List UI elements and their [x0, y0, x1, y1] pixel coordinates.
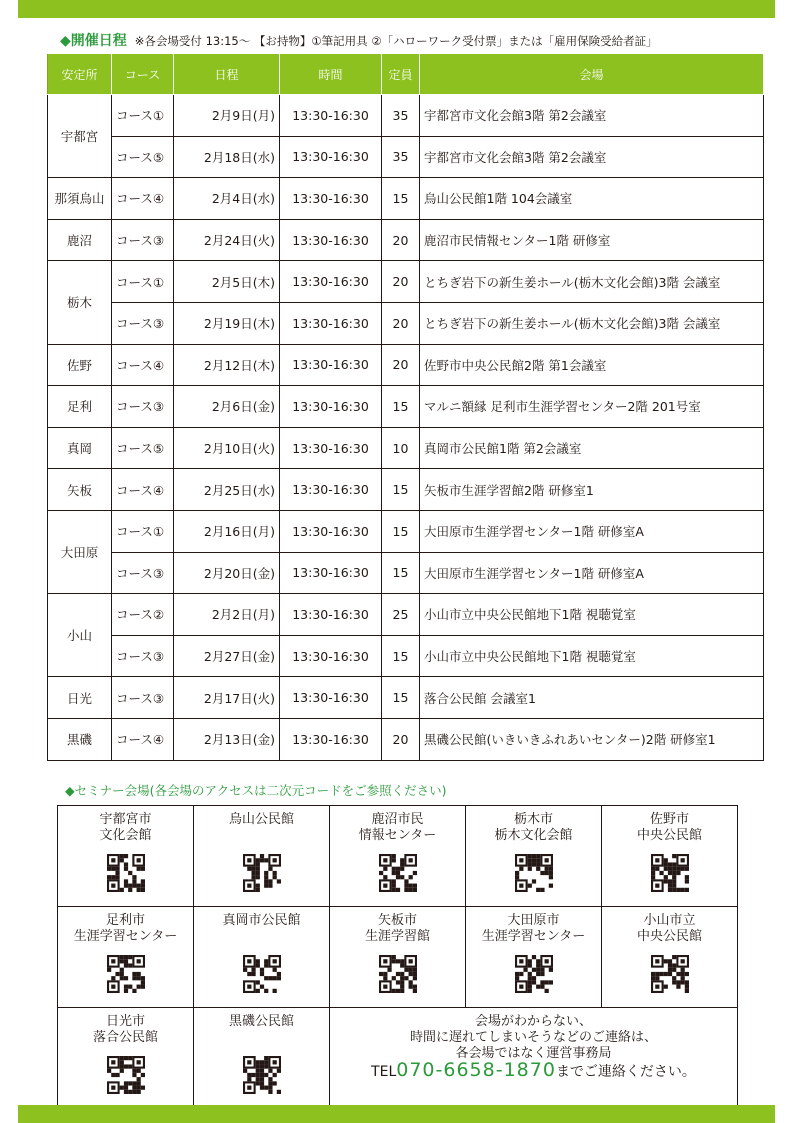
venue-row — [58, 907, 738, 1008]
office-cell: 大田原 — [48, 510, 112, 593]
venue-name-line2: 栃木文化会館 — [494, 828, 573, 843]
table-row — [48, 718, 764, 760]
course-cell: コース④ — [112, 469, 174, 511]
course-cell: コース⑤ — [112, 136, 174, 178]
office-cell: 真岡 — [48, 427, 112, 469]
time-cell: 13:30-16:30 — [280, 718, 382, 760]
date-cell: 2月5日(木) — [174, 261, 280, 303]
date-cell: 2月6日(金) — [174, 386, 280, 428]
qr-code-icon[interactable] — [196, 955, 327, 993]
venue-cell — [466, 907, 602, 1008]
contact-line2: 時間に遅れてしまいそうなどのご連絡は、 — [409, 1030, 657, 1045]
date-cell: 2月24日(火) — [174, 219, 280, 261]
venue-name-line1: 鹿沼市民 — [371, 812, 424, 827]
time-cell: 13:30-16:30 — [280, 302, 382, 344]
time-cell: 13:30-16:30 — [280, 677, 382, 719]
venue-name-line2: 情報センター — [358, 828, 437, 843]
venue-cell: マルニ額縁 足利市生涯学習センター2階 201号室 — [420, 386, 764, 428]
course-cell: コース⑤ — [112, 427, 174, 469]
date-cell: 2月10日(火) — [174, 427, 280, 469]
contact-line3: 各会場ではなく運営事務局 — [455, 1046, 612, 1061]
venue-cell: 黒磯公民館(いきいきふれあいセンター)2階 研修室1 — [420, 718, 764, 760]
venue-cell — [602, 806, 738, 907]
qr-code-icon[interactable] — [196, 854, 327, 892]
office-cell: 栃木 — [48, 261, 112, 344]
time-cell: 13:30-16:30 — [280, 261, 382, 303]
course-cell: コース① — [112, 510, 174, 552]
schedule-note: ※各会場受付 13:15～ 【お持物】①筆記用具 ②「ハローワーク受付票」または「雇用保険受給者証」 — [134, 34, 658, 48]
contact-line1: 会場がわからない、 — [474, 1014, 592, 1029]
office-cell: 鹿沼 — [48, 219, 112, 261]
venue-row — [58, 1008, 738, 1109]
header-venue: 会場 — [420, 54, 764, 95]
venue-name-line1: 烏山公民館 — [228, 812, 294, 827]
schedule-header-row — [48, 54, 764, 95]
course-cell: コース③ — [112, 386, 174, 428]
venues-table — [57, 805, 738, 1109]
table-row — [48, 302, 764, 344]
qr-code-icon[interactable] — [60, 1056, 191, 1094]
tel-number[interactable]: 070-6658-1870 — [396, 1059, 556, 1081]
table-row — [48, 469, 764, 511]
venue-cell: 大田原市生涯学習センター1階 研修室A — [420, 552, 764, 594]
venue-cell — [58, 806, 194, 907]
qr-code-icon[interactable] — [332, 854, 463, 892]
venue-cell: 大田原市生涯学習センター1階 研修室A — [420, 510, 764, 552]
top-green-bar — [18, 0, 775, 18]
time-cell: 13:30-16:30 — [280, 136, 382, 178]
date-cell: 2月13日(金) — [174, 718, 280, 760]
table-row — [48, 178, 764, 220]
time-cell: 13:30-16:30 — [280, 635, 382, 677]
venue-cell — [330, 907, 466, 1008]
qr-code-icon[interactable] — [468, 955, 599, 993]
capacity-cell: 35 — [382, 136, 420, 178]
qr-code-icon[interactable] — [604, 955, 735, 993]
venue-cell — [58, 1008, 194, 1109]
capacity-cell: 15 — [382, 677, 420, 719]
office-cell: 佐野 — [48, 344, 112, 386]
time-cell: 13:30-16:30 — [280, 344, 382, 386]
capacity-cell: 15 — [382, 178, 420, 220]
table-row — [48, 594, 764, 636]
course-cell: コース③ — [112, 677, 174, 719]
date-cell: 2月16日(月) — [174, 510, 280, 552]
header-date: 日程 — [174, 54, 280, 95]
header-capacity: 定員 — [382, 54, 420, 95]
venue-cell: 宇都宮市文化会館3階 第2会議室 — [420, 136, 764, 178]
capacity-cell: 20 — [382, 261, 420, 303]
time-cell: 13:30-16:30 — [280, 594, 382, 636]
date-cell: 2月27日(金) — [174, 635, 280, 677]
capacity-cell: 20 — [382, 344, 420, 386]
capacity-cell: 15 — [382, 469, 420, 511]
venue-name-line1: 宇都宮市 — [99, 812, 152, 827]
office-cell: 日光 — [48, 677, 112, 719]
office-cell: 那須烏山 — [48, 178, 112, 220]
venue-name-line1: 日光市 — [105, 1014, 145, 1029]
course-cell: コース④ — [112, 178, 174, 220]
tel-suffix: までご連絡ください。 — [555, 1064, 696, 1080]
course-cell: コース③ — [112, 219, 174, 261]
qr-code-icon[interactable] — [60, 955, 191, 993]
venue-name-line1: 黒磯公民館 — [228, 1014, 294, 1029]
date-cell: 2月25日(水) — [174, 469, 280, 511]
venue-name-line2 — [196, 828, 327, 844]
venue-cell — [58, 907, 194, 1008]
course-cell: コース③ — [112, 635, 174, 677]
venue-name-line2: 生涯学習センター — [73, 929, 178, 944]
venue-name-line2: 中央公民館 — [636, 929, 702, 944]
table-row — [48, 552, 764, 594]
course-cell: コース② — [112, 594, 174, 636]
date-cell: 2月20日(金) — [174, 552, 280, 594]
schedule-heading — [60, 30, 780, 50]
venue-cell — [194, 907, 330, 1008]
course-cell: コース④ — [112, 718, 174, 760]
venue-name-line2: 落合公民館 — [92, 1030, 158, 1045]
capacity-cell: 15 — [382, 635, 420, 677]
qr-code-icon[interactable] — [332, 955, 463, 993]
venue-name-line1: 栃木市 — [513, 812, 553, 827]
venue-name-line1: 真岡市公民館 — [222, 913, 301, 928]
venue-cell: 鹿沼市民情報センター1階 研修室 — [420, 219, 764, 261]
venue-cell: 小山市立中央公民館地下1階 視聴覚室 — [420, 635, 764, 677]
venue-name-line2 — [196, 1030, 327, 1046]
venue-name-line2: 文化会館 — [99, 828, 152, 843]
course-cell: コース① — [112, 261, 174, 303]
venue-name-line2 — [196, 929, 327, 945]
table-row — [48, 344, 764, 386]
venue-cell: 小山市立中央公民館地下1階 視聴覚室 — [420, 594, 764, 636]
header-course: コース — [112, 54, 174, 95]
time-cell: 13:30-16:30 — [280, 95, 382, 137]
contact-tel — [332, 1059, 735, 1081]
date-cell: 2月12日(木) — [174, 344, 280, 386]
venue-cell: 真岡市公民館1階 第2会議室 — [420, 427, 764, 469]
date-cell: 2月9日(月) — [174, 95, 280, 137]
qr-code-icon[interactable] — [468, 854, 599, 892]
table-row — [48, 427, 764, 469]
capacity-cell: 15 — [382, 552, 420, 594]
time-cell: 13:30-16:30 — [280, 510, 382, 552]
capacity-cell: 15 — [382, 386, 420, 428]
header-time: 時間 — [280, 54, 382, 95]
venue-cell: 落合公民館 会議室1 — [420, 677, 764, 719]
schedule-table — [47, 53, 764, 761]
table-row — [48, 635, 764, 677]
table-row — [48, 95, 764, 137]
venue-cell — [194, 806, 330, 907]
capacity-cell: 35 — [382, 95, 420, 137]
venue-name-line2: 中央公民館 — [636, 828, 702, 843]
office-cell: 矢板 — [48, 469, 112, 511]
office-cell: 足利 — [48, 386, 112, 428]
course-cell: コース④ — [112, 344, 174, 386]
capacity-cell: 10 — [382, 427, 420, 469]
venue-name-line1: 矢板市 — [377, 913, 417, 928]
venue-cell: 烏山公民館1階 104会議室 — [420, 178, 764, 220]
contact-info — [330, 1008, 738, 1109]
course-cell: コース③ — [112, 552, 174, 594]
venue-name-line2: 生涯学習館 — [364, 929, 430, 944]
time-cell: 13:30-16:30 — [280, 219, 382, 261]
date-cell: 2月19日(木) — [174, 302, 280, 344]
qr-code-icon[interactable] — [60, 854, 191, 892]
date-cell: 2月18日(水) — [174, 136, 280, 178]
qr-code-icon[interactable] — [196, 1056, 327, 1094]
venue-name-line1: 佐野市 — [649, 812, 689, 827]
venue-cell — [602, 907, 738, 1008]
venue-row — [58, 806, 738, 907]
venues-heading: ◆セミナー会場(各会場のアクセスは二次元コードをご参照ください) — [65, 783, 447, 798]
venue-name-line1: 大田原市 — [507, 913, 560, 928]
table-row — [48, 136, 764, 178]
table-row — [48, 510, 764, 552]
venue-cell — [330, 806, 466, 907]
course-cell: コース① — [112, 95, 174, 137]
bottom-green-bar — [18, 1105, 775, 1123]
time-cell: 13:30-16:30 — [280, 386, 382, 428]
course-cell: コース③ — [112, 302, 174, 344]
table-row — [48, 386, 764, 428]
schedule-title: ◆開催日程 — [60, 33, 127, 49]
tel-prefix: TEL — [371, 1064, 397, 1080]
venue-name-line1: 足利市 — [105, 913, 145, 928]
venue-cell: 矢板市生涯学習館2階 研修室1 — [420, 469, 764, 511]
qr-code-icon[interactable] — [604, 854, 735, 892]
venue-cell — [194, 1008, 330, 1109]
table-row — [48, 261, 764, 303]
capacity-cell: 25 — [382, 594, 420, 636]
date-cell: 2月2日(月) — [174, 594, 280, 636]
capacity-cell: 20 — [382, 718, 420, 760]
capacity-cell: 15 — [382, 510, 420, 552]
time-cell: 13:30-16:30 — [280, 178, 382, 220]
office-cell: 黒磯 — [48, 718, 112, 760]
time-cell: 13:30-16:30 — [280, 427, 382, 469]
venue-cell — [466, 806, 602, 907]
capacity-cell: 20 — [382, 219, 420, 261]
venue-cell: 宇都宮市文化会館3階 第2会議室 — [420, 95, 764, 137]
date-cell: 2月4日(水) — [174, 178, 280, 220]
date-cell: 2月17日(火) — [174, 677, 280, 719]
venue-cell: とちぎ岩下の新生姜ホール(栃木文化会館)3階 会議室 — [420, 302, 764, 344]
time-cell: 13:30-16:30 — [280, 469, 382, 511]
table-row — [48, 677, 764, 719]
venue-name-line1: 小山市立 — [643, 913, 696, 928]
venue-name-line2: 生涯学習センター — [481, 929, 586, 944]
table-row — [48, 219, 764, 261]
office-cell: 宇都宮 — [48, 95, 112, 178]
venue-cell: とちぎ岩下の新生姜ホール(栃木文化会館)3階 会議室 — [420, 261, 764, 303]
time-cell: 13:30-16:30 — [280, 552, 382, 594]
venue-cell: 佐野市中央公民館2階 第1会議室 — [420, 344, 764, 386]
capacity-cell: 20 — [382, 302, 420, 344]
office-cell: 小山 — [48, 594, 112, 677]
header-office: 安定所 — [48, 54, 112, 95]
